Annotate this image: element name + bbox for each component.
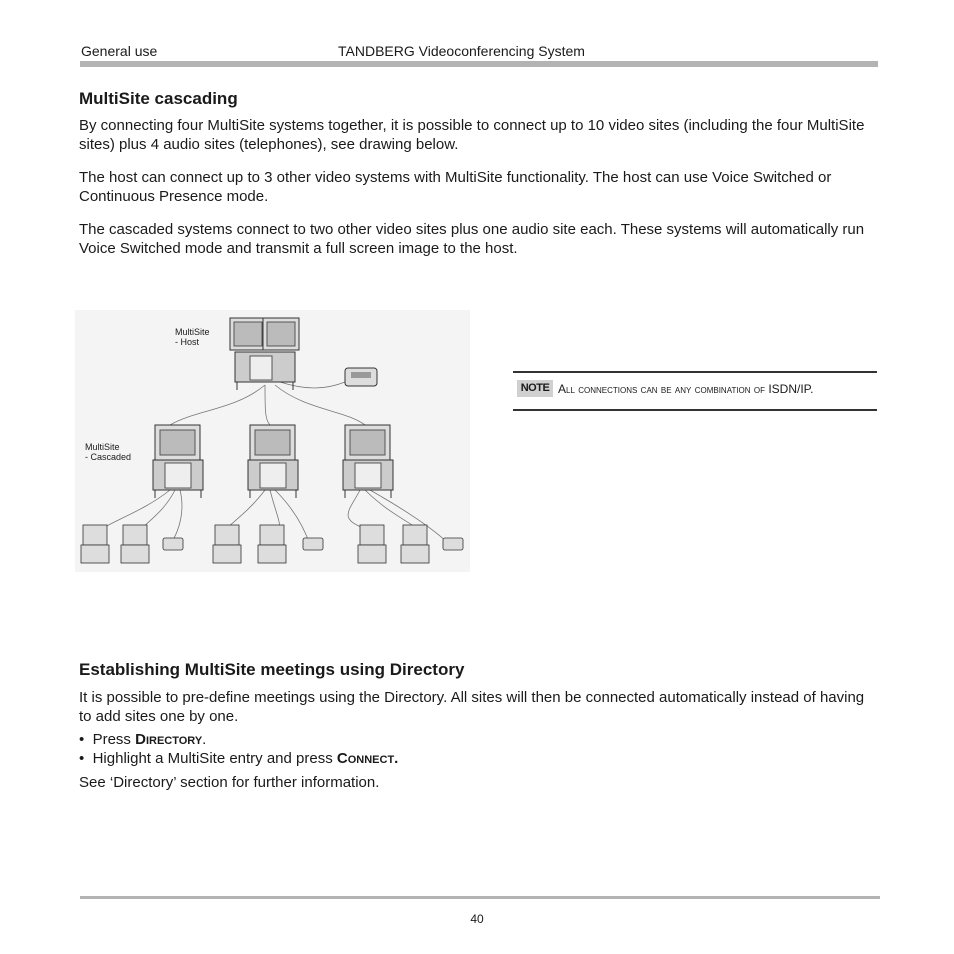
cascaded-system-icon bbox=[248, 425, 298, 498]
paragraph-cascaded: The cascaded systems connect to two other video sites plus one audio site each. These systems will automatically run Voice Switched mode and transmit a full screen image to the host. bbox=[79, 221, 865, 257]
section-heading-multisite-cascading: MultiSite cascading bbox=[79, 89, 238, 108]
note-text: All connections can be any combination of ISDN/IP. bbox=[558, 382, 814, 396]
host-phone-icon bbox=[345, 368, 377, 386]
paragraph-directory-intro: It is possible to pre-define meetings using the Directory. All sites will then be connected automatically instead of having to add sites one by one. bbox=[79, 689, 865, 725]
note-badge: NOTE bbox=[517, 380, 553, 397]
header-title: TANDBERG Videoconferencing System bbox=[338, 43, 585, 59]
paragraph-see-directory: See ‘Directory’ section for further information. bbox=[79, 774, 380, 791]
section-heading-establishing-meetings: Establishing MultiSite meetings using Directory bbox=[79, 660, 465, 679]
bullet-press-directory: • Press Directory. bbox=[79, 731, 207, 748]
key-directory: Directory bbox=[135, 731, 203, 748]
cascaded-system-icon bbox=[153, 425, 203, 498]
footer-rule bbox=[80, 896, 880, 899]
cascaded-system-icon bbox=[343, 425, 393, 498]
page-number: 40 bbox=[470, 912, 484, 926]
cascaded-label: MultiSite - Cascaded bbox=[85, 442, 132, 462]
key-connect: Connect. bbox=[336, 750, 399, 767]
host-system-icon bbox=[230, 318, 299, 390]
bullet-highlight-entry: • Highlight a MultiSite entry and press Connect. bbox=[79, 750, 399, 767]
paragraph-host: The host can connect up to 3 other video systems with MultiSite functionality. The host can use Voice Switched or Continuous Presence mode. bbox=[79, 169, 832, 205]
diagram-illustration bbox=[75, 310, 470, 572]
host-label: MultiSite - Host bbox=[175, 327, 210, 347]
header-section-label: General use bbox=[81, 43, 158, 59]
paragraph-intro: By connecting four MultiSite systems together, it is possible to connect up to 10 video sites (including the four MultiSite sites) plus 4 audio sites (telephones), see drawing below. bbox=[79, 117, 865, 153]
multisite-cascade-diagram bbox=[75, 310, 470, 572]
header-rule bbox=[80, 61, 878, 67]
note-box bbox=[513, 371, 877, 411]
